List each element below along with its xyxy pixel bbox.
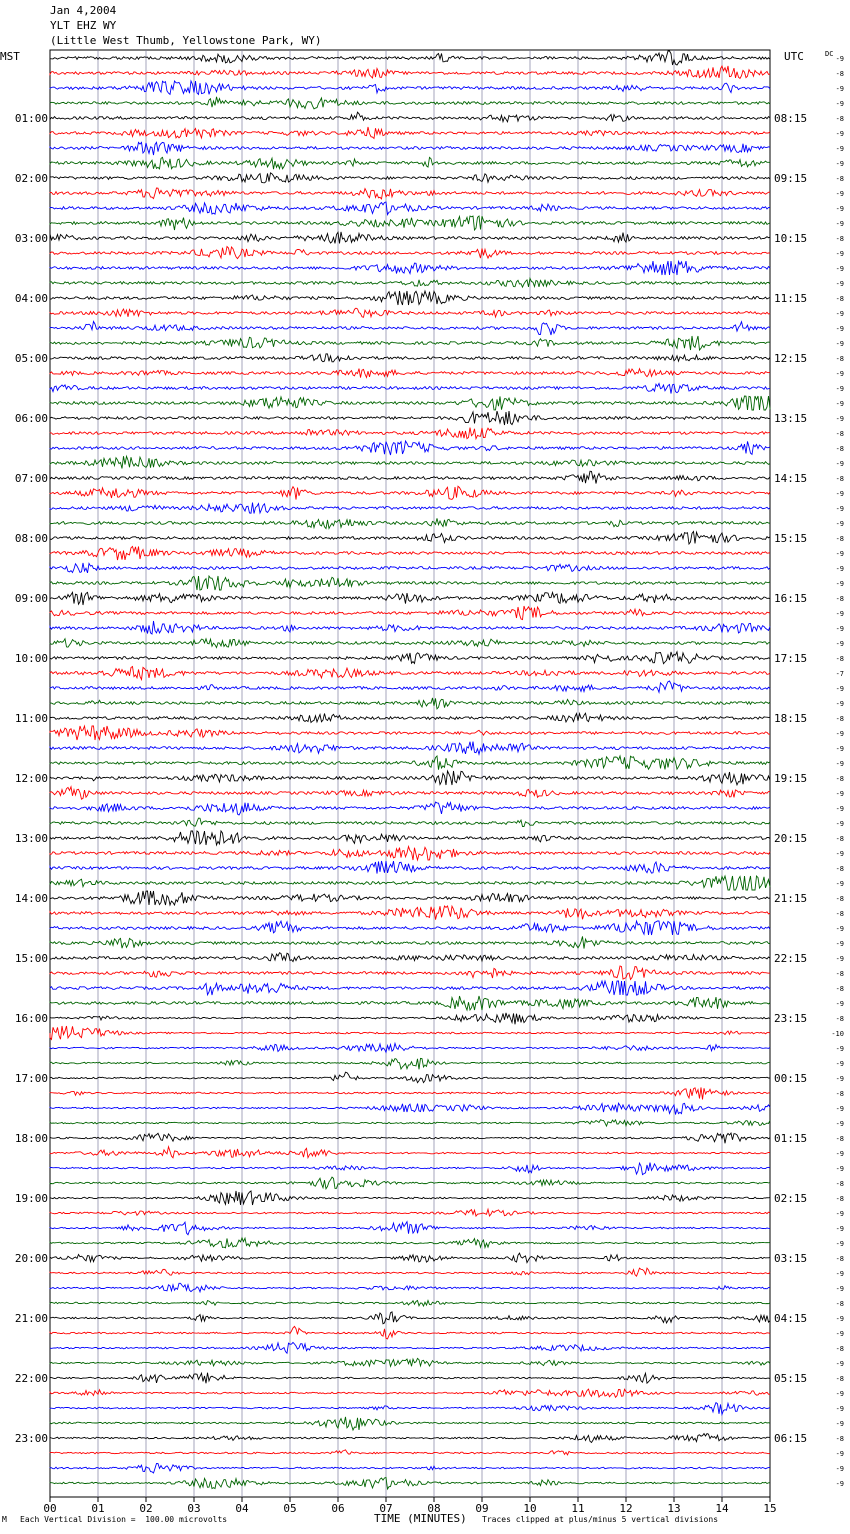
dc-offset-label: -9 bbox=[835, 160, 844, 168]
dc-offset-label: -9 bbox=[835, 1465, 844, 1473]
dc-offset-label: -8 bbox=[835, 1375, 844, 1383]
dc-offset-label: -9 bbox=[835, 1420, 844, 1428]
trace-line bbox=[50, 291, 770, 305]
dc-offset-label: -9 bbox=[835, 415, 844, 423]
dc-offset-label: -8 bbox=[835, 775, 844, 783]
dc-offset-label: -9 bbox=[835, 460, 844, 468]
trace-line bbox=[50, 652, 770, 664]
trace-line bbox=[50, 1191, 770, 1205]
dc-offset-label: -9 bbox=[835, 625, 844, 633]
mst-hour-label: 22:00 bbox=[14, 1372, 48, 1385]
trace-line bbox=[50, 157, 770, 169]
utc-hour-label: 20:15 bbox=[774, 832, 808, 845]
dc-offset-label: -9 bbox=[835, 610, 844, 618]
trace-line bbox=[50, 503, 770, 514]
dc-offset-label: -9 bbox=[835, 955, 844, 963]
dc-offset-label: -9 bbox=[835, 250, 844, 258]
dc-offset-label: -9 bbox=[835, 340, 844, 348]
trace-line bbox=[50, 261, 770, 275]
corner-mark: M bbox=[2, 1515, 7, 1524]
trace-line bbox=[50, 546, 770, 560]
trace-line bbox=[50, 1238, 770, 1248]
dc-offset-label: -8 bbox=[835, 70, 844, 78]
trace-line bbox=[50, 1268, 770, 1276]
x-tick-label: 06 bbox=[331, 1502, 345, 1515]
trace-line bbox=[50, 532, 770, 545]
trace-line bbox=[50, 278, 770, 287]
x-tick-label: 01 bbox=[91, 1502, 105, 1515]
utc-hour-label: 23:15 bbox=[774, 1012, 808, 1025]
dc-offset-label: -7 bbox=[835, 670, 844, 678]
trace-line bbox=[50, 787, 770, 799]
trace-line bbox=[50, 966, 770, 980]
trace-line bbox=[50, 831, 770, 845]
trace-line bbox=[50, 576, 770, 590]
x-tick-label: 12 bbox=[619, 1502, 633, 1515]
dc-offset-label: -9 bbox=[835, 745, 844, 753]
trace-line bbox=[50, 173, 770, 183]
trace-line bbox=[50, 202, 770, 215]
utc-hour-label: 21:15 bbox=[774, 892, 808, 905]
utc-hour-label: 00:15 bbox=[774, 1072, 808, 1085]
plot-frame bbox=[50, 50, 770, 1497]
trace-line bbox=[50, 1253, 770, 1263]
trace-line bbox=[50, 369, 770, 378]
dc-offset-label: -8 bbox=[835, 970, 844, 978]
trace-line bbox=[50, 396, 770, 410]
dc-offset-label: -9 bbox=[835, 550, 844, 558]
dc-offset-label: -9 bbox=[835, 505, 844, 513]
dc-offset-label: -9 bbox=[835, 1060, 844, 1068]
dc-offset-label: -9 bbox=[835, 325, 844, 333]
chart-date: Jan 4,2004 bbox=[50, 4, 117, 17]
trace-line bbox=[50, 336, 770, 350]
x-tick-label: 03 bbox=[187, 1502, 201, 1515]
mst-hour-label: 03:00 bbox=[14, 232, 48, 245]
utc-hour-label: 09:15 bbox=[774, 172, 808, 185]
dc-offset-label: -9 bbox=[835, 370, 844, 378]
dc-offset-label: -9 bbox=[835, 1360, 844, 1368]
trace-line bbox=[50, 698, 770, 709]
utc-hour-label: 04:15 bbox=[774, 1312, 808, 1325]
dc-offset-label: -9 bbox=[835, 190, 844, 198]
trace-line bbox=[50, 66, 770, 78]
dc-offset-label: -8 bbox=[835, 1300, 844, 1308]
trace-line bbox=[50, 726, 770, 740]
trace-line bbox=[50, 1358, 770, 1366]
trace-line bbox=[50, 216, 770, 230]
trace-line bbox=[50, 1163, 770, 1175]
trace-line bbox=[50, 771, 770, 785]
trace-line bbox=[50, 112, 770, 122]
dc-offset-label: -9 bbox=[835, 1150, 844, 1158]
trace-line bbox=[50, 818, 770, 826]
dc-offset-label: -8 bbox=[835, 1015, 844, 1023]
utc-hour-label: 02:15 bbox=[774, 1192, 808, 1205]
mst-hour-label: 02:00 bbox=[14, 172, 48, 185]
x-axis-label: TIME (MINUTES) bbox=[374, 1512, 467, 1525]
dc-offset-label: -9 bbox=[835, 790, 844, 798]
trace-line bbox=[50, 321, 770, 335]
mst-hour-label: 10:00 bbox=[14, 652, 48, 665]
x-tick-label: 15 bbox=[763, 1502, 777, 1515]
dc-offset-label: -9 bbox=[835, 730, 844, 738]
station-code: YLT EHZ WY bbox=[50, 19, 117, 32]
dc-offset-label: -8 bbox=[835, 715, 844, 723]
dc-offset-label: -9 bbox=[835, 925, 844, 933]
x-tick-label: 02 bbox=[139, 1502, 153, 1515]
mst-hour-label: 17:00 bbox=[14, 1072, 48, 1085]
dc-offset-label: -9 bbox=[835, 760, 844, 768]
station-location: (Little West Thumb, Yellowstone Park, WY) bbox=[50, 34, 322, 47]
dc-offset-label: -8 bbox=[835, 1435, 844, 1443]
dc-offset-label: -9 bbox=[835, 400, 844, 408]
dc-offset-label: -8 bbox=[835, 1180, 844, 1188]
dc-offset-label: -9 bbox=[835, 685, 844, 693]
mst-hour-label: 23:00 bbox=[14, 1432, 48, 1445]
dc-offset-label: -8 bbox=[835, 175, 844, 183]
trace-line bbox=[50, 1342, 770, 1353]
dc-offset-label: -9 bbox=[835, 1480, 844, 1488]
dc-offset-label: -9 bbox=[835, 1075, 844, 1083]
trace-line bbox=[50, 247, 770, 259]
trace-line bbox=[50, 1072, 770, 1083]
mst-hour-label: 19:00 bbox=[14, 1192, 48, 1205]
dc-offset-label: -9 bbox=[835, 820, 844, 828]
utc-hour-label: 06:15 bbox=[774, 1432, 808, 1445]
dc-offset-label: -9 bbox=[835, 580, 844, 588]
trace-line bbox=[50, 1222, 770, 1235]
utc-hour-label: 15:15 bbox=[774, 532, 808, 545]
trace-line bbox=[50, 127, 770, 138]
dc-offset-label: -9 bbox=[835, 1330, 844, 1338]
trace-line bbox=[50, 384, 770, 394]
right-axis-label: UTC bbox=[784, 50, 804, 63]
dc-offset-label: -8 bbox=[835, 595, 844, 603]
dc-offset-label: -8 bbox=[835, 1090, 844, 1098]
trace-line bbox=[50, 861, 770, 874]
trace-line bbox=[50, 563, 770, 573]
dc-offset-label: -9 bbox=[835, 1390, 844, 1398]
clip-note: Traces clipped at plus/minus 5 vertical divisions bbox=[482, 1515, 719, 1524]
trace-line bbox=[50, 981, 770, 995]
dc-offset-label: -9 bbox=[835, 55, 844, 63]
utc-hour-label: 13:15 bbox=[774, 412, 808, 425]
dc-offset-label: -9 bbox=[835, 205, 844, 213]
dc-offset-label: -8 bbox=[835, 430, 844, 438]
trace-line bbox=[50, 1434, 770, 1443]
mst-hour-label: 13:00 bbox=[14, 832, 48, 845]
mst-hour-label: 06:00 bbox=[14, 412, 48, 425]
mst-hour-label: 21:00 bbox=[14, 1312, 48, 1325]
trace-line bbox=[50, 953, 770, 962]
dc-offset-label: -9 bbox=[835, 1315, 844, 1323]
utc-hour-label: 03:15 bbox=[774, 1252, 808, 1265]
mst-hour-label: 01:00 bbox=[14, 112, 48, 125]
dc-offset-label: -8 bbox=[835, 1195, 844, 1203]
trace-line bbox=[50, 1450, 770, 1455]
mst-hour-label: 14:00 bbox=[14, 892, 48, 905]
dc-offset-label: -9 bbox=[835, 1120, 844, 1128]
trace-line bbox=[50, 936, 770, 948]
trace-line bbox=[50, 1403, 770, 1415]
dc-offset-label: -9 bbox=[835, 565, 844, 573]
trace-line bbox=[50, 756, 770, 770]
trace-line bbox=[50, 1103, 770, 1114]
trace-line bbox=[50, 1147, 770, 1158]
dc-offset-label: -8 bbox=[835, 355, 844, 363]
mst-hour-label: 04:00 bbox=[14, 292, 48, 305]
dc-offset-label: -8 bbox=[835, 295, 844, 303]
dc-offset-label: -10 bbox=[831, 1030, 844, 1038]
utc-hour-label: 11:15 bbox=[774, 292, 808, 305]
dc-offset-label: -8 bbox=[835, 1255, 844, 1263]
trace-line bbox=[50, 456, 770, 468]
utc-hour-label: 01:15 bbox=[774, 1132, 808, 1145]
dc-offset-label: -9 bbox=[835, 145, 844, 153]
trace-line bbox=[50, 1326, 770, 1339]
mst-hour-label: 15:00 bbox=[14, 952, 48, 965]
utc-hour-label: 05:15 bbox=[774, 1372, 808, 1385]
dc-offset-label: -9 bbox=[835, 1045, 844, 1053]
trace-line bbox=[50, 1464, 770, 1474]
dc-offset-label: -9 bbox=[835, 280, 844, 288]
mst-hour-label: 11:00 bbox=[14, 712, 48, 725]
trace-line bbox=[50, 142, 770, 155]
utc-hour-label: 12:15 bbox=[774, 352, 808, 365]
mst-hour-label: 07:00 bbox=[14, 472, 48, 485]
dc-offset-label: -9 bbox=[835, 1000, 844, 1008]
trace-line bbox=[50, 1417, 770, 1430]
trace-line bbox=[50, 1177, 770, 1189]
trace-line bbox=[50, 97, 770, 109]
utc-hour-label: 10:15 bbox=[774, 232, 808, 245]
trace-line bbox=[50, 518, 770, 528]
trace-line bbox=[50, 1026, 770, 1039]
dc-offset-label: -9 bbox=[835, 520, 844, 528]
x-tick-label: 11 bbox=[571, 1502, 585, 1515]
trace-line bbox=[50, 1087, 770, 1099]
trace-line bbox=[50, 681, 770, 692]
trace-line bbox=[50, 1043, 770, 1052]
dc-offset-label: -9 bbox=[835, 85, 844, 93]
mst-hour-label: 09:00 bbox=[14, 592, 48, 605]
trace-line bbox=[50, 81, 770, 94]
x-tick-label: 08 bbox=[427, 1502, 441, 1515]
trace-line bbox=[50, 921, 770, 935]
trace-line bbox=[50, 51, 770, 65]
x-tick-label: 10 bbox=[523, 1502, 537, 1515]
dc-offset-label: -9 bbox=[835, 310, 844, 318]
trace-line bbox=[50, 713, 770, 722]
x-tick-label: 13 bbox=[667, 1502, 681, 1515]
dc-offset-label: -8 bbox=[835, 865, 844, 873]
dc-offset-label: -9 bbox=[835, 1225, 844, 1233]
utc-hour-label: 14:15 bbox=[774, 472, 808, 485]
dc-offset-label: -9 bbox=[835, 130, 844, 138]
trace-line bbox=[50, 742, 770, 755]
dc-offset-label: -9 bbox=[835, 385, 844, 393]
dc-offset-label: -9 bbox=[835, 805, 844, 813]
trace-line bbox=[50, 1133, 770, 1143]
dc-offset-label: -8 bbox=[835, 475, 844, 483]
dc-offset-label: -9 bbox=[835, 490, 844, 498]
dc-offset-label: -8 bbox=[835, 910, 844, 918]
trace-line bbox=[50, 891, 770, 905]
utc-hour-label: 08:15 bbox=[774, 112, 808, 125]
x-tick-label: 14 bbox=[715, 1502, 729, 1515]
left-axis-label: MST bbox=[0, 50, 20, 63]
dc-offset-label: -9 bbox=[835, 1450, 844, 1458]
scale-note: Each Vertical Division = 100.00 microvolts bbox=[20, 1515, 228, 1524]
x-tick-label: 05 bbox=[283, 1502, 297, 1515]
dc-offset-label: -9 bbox=[835, 265, 844, 273]
dc-offset-label: -9 bbox=[835, 100, 844, 108]
x-tick-label: 00 bbox=[43, 1502, 57, 1515]
dc-label: DC bbox=[825, 50, 834, 58]
trace-line bbox=[50, 471, 770, 483]
trace-line bbox=[50, 308, 770, 317]
utc-hour-label: 22:15 bbox=[774, 952, 808, 965]
dc-offset-label: -8 bbox=[835, 895, 844, 903]
trace-line bbox=[50, 441, 770, 455]
dc-offset-label: -8 bbox=[835, 1135, 844, 1143]
x-tick-label: 09 bbox=[475, 1502, 489, 1515]
dc-offset-label: -9 bbox=[835, 640, 844, 648]
trace-line bbox=[50, 486, 770, 499]
dc-offset-label: -9 bbox=[835, 220, 844, 228]
dc-offset-label: -8 bbox=[835, 655, 844, 663]
trace-line bbox=[50, 667, 770, 680]
trace-line bbox=[50, 1312, 770, 1324]
trace-line bbox=[50, 592, 770, 605]
dc-offset-label: -8 bbox=[835, 835, 844, 843]
utc-hour-label: 19:15 bbox=[774, 772, 808, 785]
mst-hour-label: 12:00 bbox=[14, 772, 48, 785]
dc-offset-label: -9 bbox=[835, 880, 844, 888]
dc-offset-label: -8 bbox=[835, 235, 844, 243]
dc-offset-label: -9 bbox=[835, 1285, 844, 1293]
utc-hour-label: 16:15 bbox=[774, 592, 808, 605]
mst-hour-label: 05:00 bbox=[14, 352, 48, 365]
trace-line bbox=[50, 1209, 770, 1216]
dc-offset-label: -9 bbox=[835, 1105, 844, 1113]
trace-line bbox=[50, 606, 770, 620]
trace-line bbox=[50, 428, 770, 439]
trace-line bbox=[50, 621, 770, 634]
dc-offset-label: -8 bbox=[835, 535, 844, 543]
dc-offset-label: -9 bbox=[835, 700, 844, 708]
trace-line bbox=[50, 1283, 770, 1292]
mst-hour-label: 20:00 bbox=[14, 1252, 48, 1265]
trace-line bbox=[50, 232, 770, 244]
mst-hour-label: 16:00 bbox=[14, 1012, 48, 1025]
dc-offset-label: -9 bbox=[835, 940, 844, 948]
dc-offset-label: -9 bbox=[835, 1405, 844, 1413]
dc-offset-label: -9 bbox=[835, 1210, 844, 1218]
dc-offset-label: -9 bbox=[835, 1165, 844, 1173]
trace-line bbox=[50, 354, 770, 362]
dc-offset-label: -8 bbox=[835, 1345, 844, 1353]
trace-line bbox=[50, 1389, 770, 1397]
trace-line bbox=[50, 847, 770, 861]
utc-hour-label: 17:15 bbox=[774, 652, 808, 665]
trace-line bbox=[50, 876, 770, 890]
trace-line bbox=[50, 996, 770, 1010]
trace-line bbox=[50, 411, 770, 425]
x-tick-label: 07 bbox=[379, 1502, 393, 1515]
mst-hour-label: 18:00 bbox=[14, 1132, 48, 1145]
trace-line bbox=[50, 1478, 770, 1490]
dc-offset-label: -8 bbox=[835, 445, 844, 453]
trace-line bbox=[50, 1373, 770, 1384]
trace-line bbox=[50, 802, 770, 815]
trace-line bbox=[50, 906, 770, 920]
dc-offset-label: -8 bbox=[835, 115, 844, 123]
dc-offset-label: -9 bbox=[835, 1240, 844, 1248]
dc-offset-label: -9 bbox=[835, 850, 844, 858]
trace-line bbox=[50, 188, 770, 199]
utc-hour-label: 18:15 bbox=[774, 712, 808, 725]
trace-line bbox=[50, 1058, 770, 1069]
trace-line bbox=[50, 1120, 770, 1126]
dc-offset-label: -9 bbox=[835, 1270, 844, 1278]
dc-offset-label: -8 bbox=[835, 985, 844, 993]
trace-line bbox=[50, 1013, 770, 1024]
trace-line bbox=[50, 1301, 770, 1307]
trace-line bbox=[50, 639, 770, 648]
mst-hour-label: 08:00 bbox=[14, 532, 48, 545]
x-tick-label: 04 bbox=[235, 1502, 249, 1515]
